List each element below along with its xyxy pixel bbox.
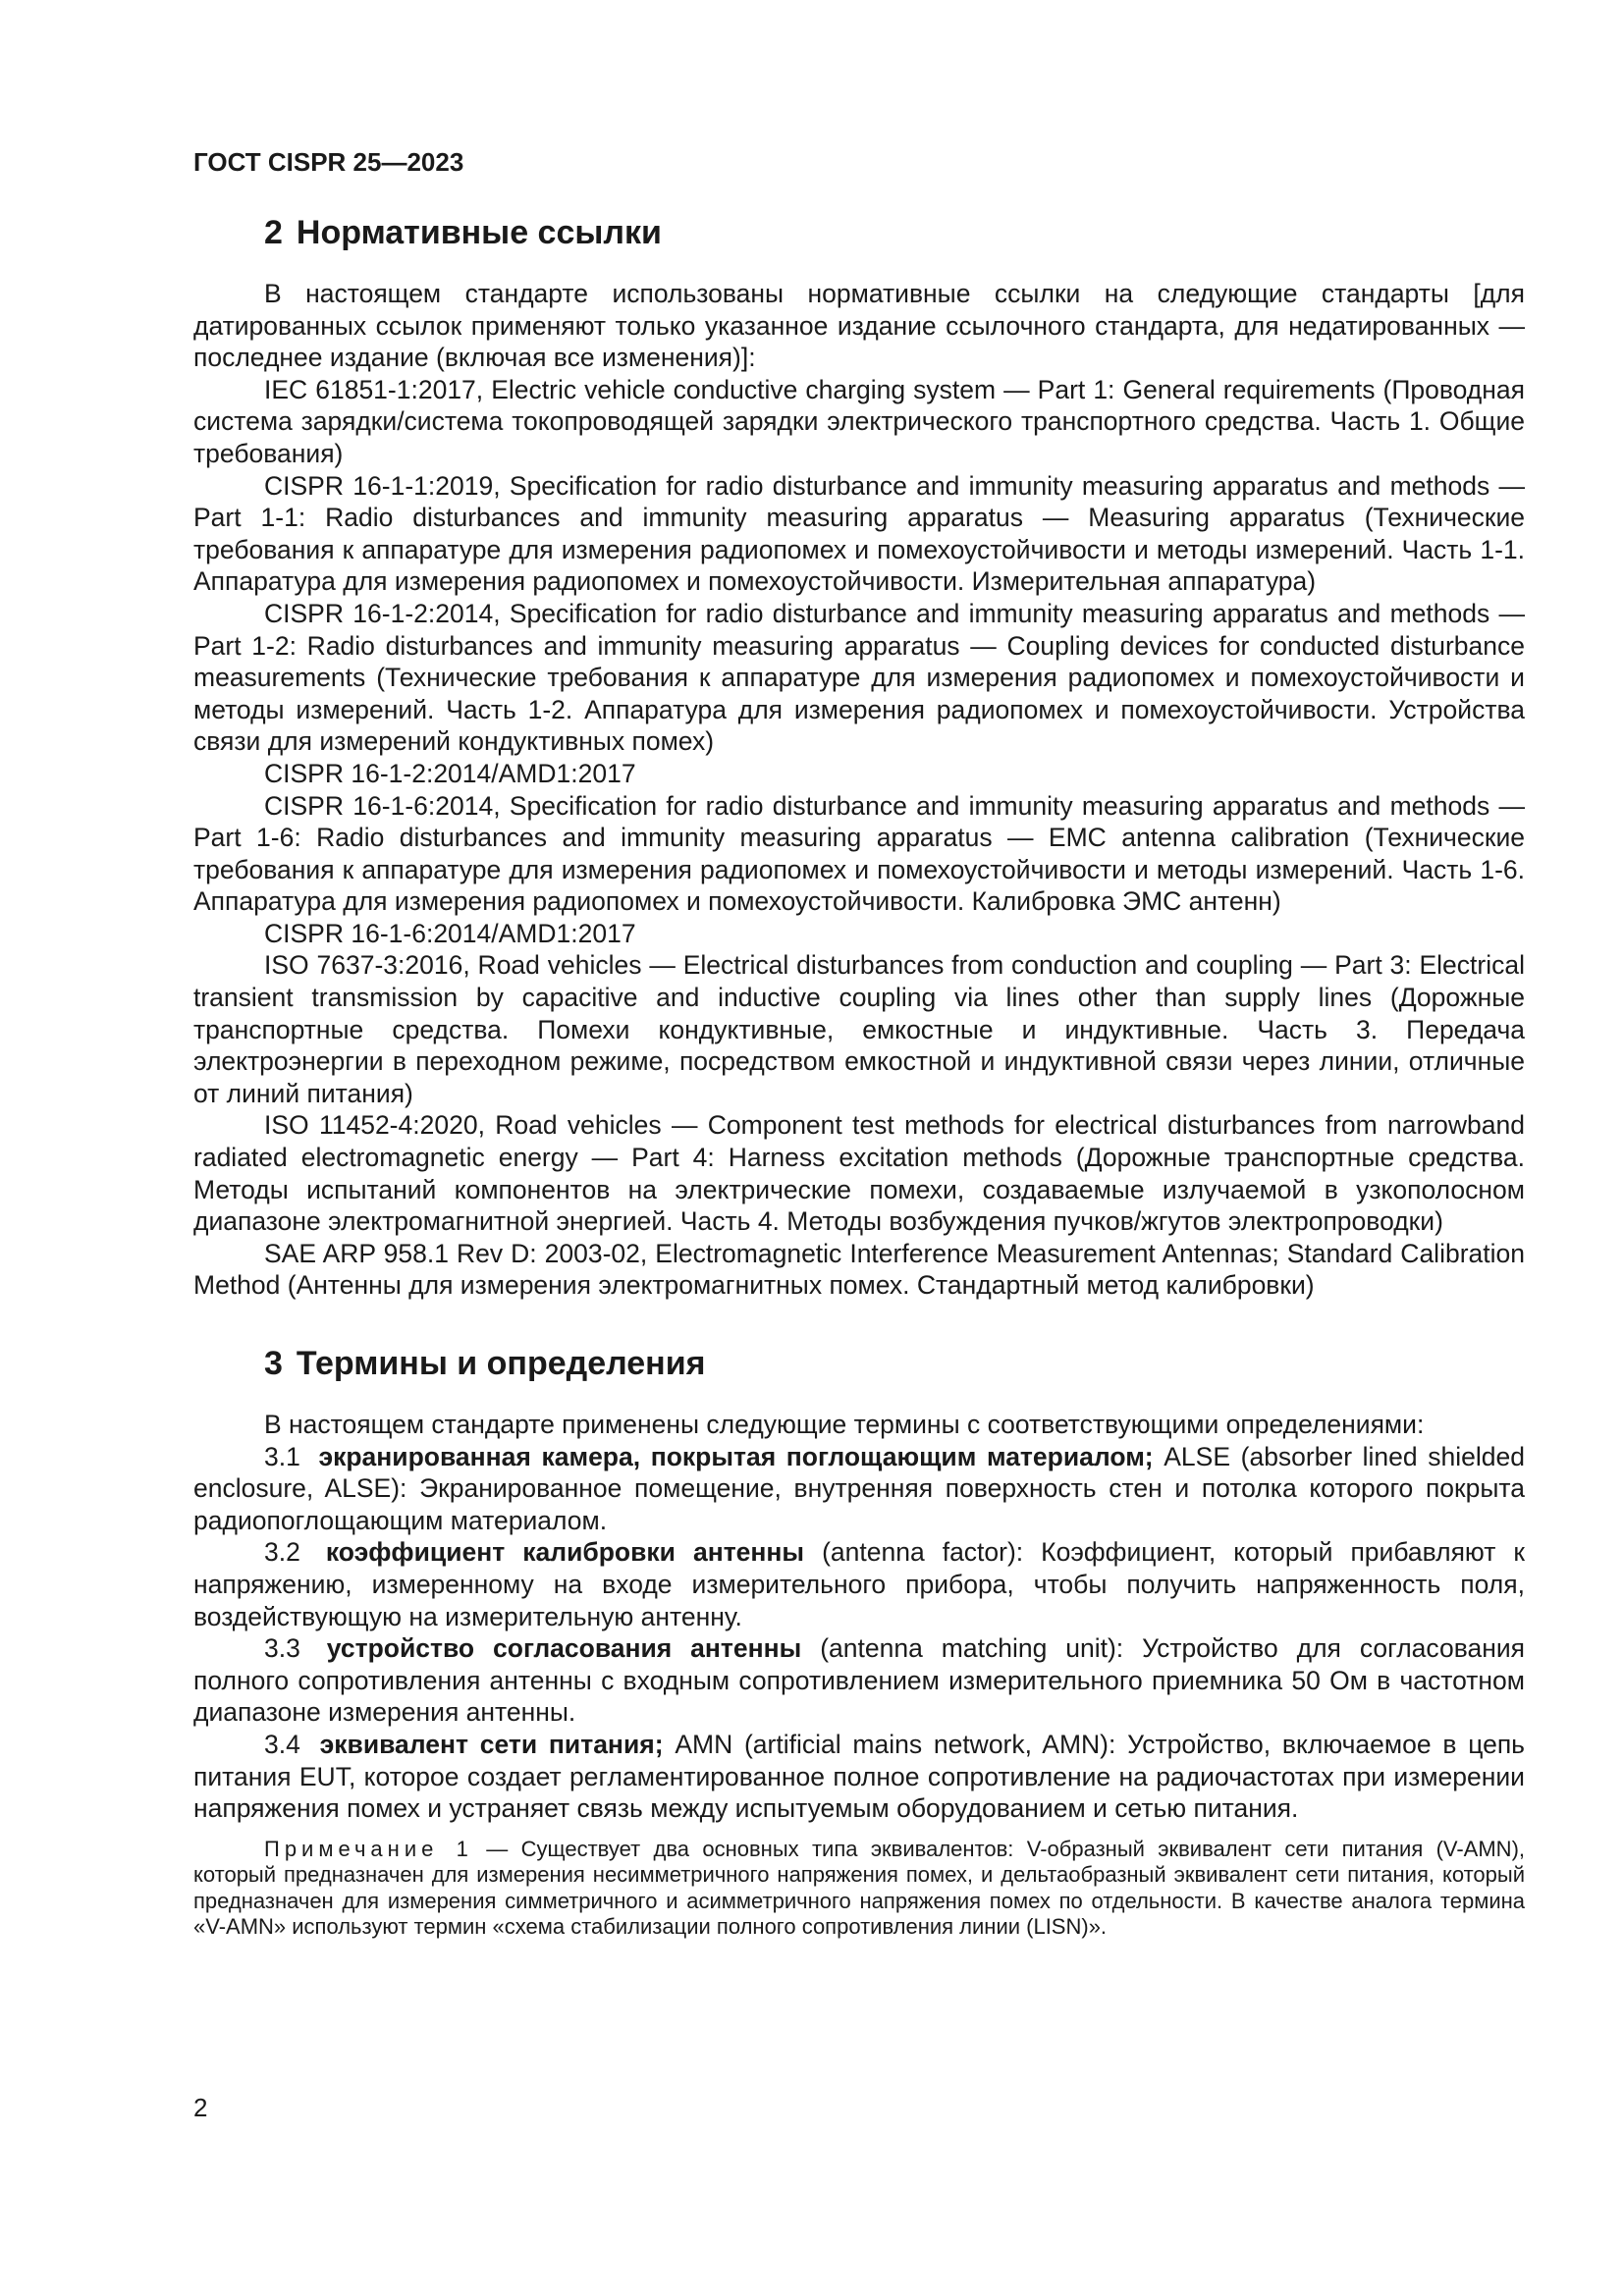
term-definition: ALSE (absorber lined shielded enclosure, ALSE): Экранированное помещение, внутренняя поверхность стен и потолка которого покрыта радиопоглощающим материалом.	[193, 1441, 1525, 1535]
section-2-heading: Нормативные ссылки	[296, 214, 662, 251]
reference-item: SAE ARP 958.1 Rev D: 2003-02, Electromagnetic Interference Measurement Antennas; Standard Calibration Method (Антенны для измерения электромагнитных помех. Стандартный метод калибровки)	[193, 1238, 1525, 1301]
term-definition: AMN (artificial mains network, AMN): Устройство, включаемое в цепь питания EUT, которое создает регламентированное полное сопротивление на радиочастотах при измерении напряжения помех и устраняет связь между испытуемым оборудованием и сетью питания.	[193, 1729, 1525, 1824]
section-2-intro: В настоящем стандарте использованы нормативные ссылки на следующие стандарты [для датированных ссылок применяют только указанное издание ссылочного стандарта, для недатированных — последнее издание (включая все изменения)]:	[193, 279, 1525, 373]
document-header: ГОСТ CISPR 25—2023	[193, 147, 464, 177]
term-number: 3.3	[264, 1633, 300, 1664]
term-entry	[193, 1729, 1525, 1825]
term-entry	[193, 1536, 1525, 1632]
reference-item: CISPR 16-1-2:2014/AMD1:2017	[264, 758, 636, 788]
reference-item: ISO 7637-3:2016, Road vehicles — Electrical disturbances from conduction and coupling — Part 3: Electrical transient transmission by capacitive and inductive coupling via lines other than supply lines (Дорожные транспортные средства. Помехи кондуктивные, емкостные и индуктивные. Часть 3. Передача электроэнергии в переходном режиме, посредством емкостной и индуктивной связи через линии, отличные от линий питания)	[193, 950, 1525, 1108]
term-entry	[193, 1441, 1525, 1537]
note-text: — Существует два основных типа эквивалентов: V-образный эквивалент сети питания (V-AMN), который предназначен для измерения несимметричного напряжения помех, и дельтаобразный эквивалент сети питания, который предназначен для измерения симметричного и асимметричного напряжения помех по отдельности. В качестве аналога термина «V-AMN» используют термин «схема стабилизации полного сопротивления линии (LISN)».	[193, 1836, 1526, 1940]
section-2-number: 2	[264, 214, 283, 251]
term-name: устройство согласования антенны	[326, 1633, 802, 1664]
page-number: 2	[193, 2093, 208, 2122]
section-3-number: 3	[264, 1345, 283, 1382]
reference-item: CISPR 16-1-2:2014, Specification for radio disturbance and immunity measuring apparatus and methods — Part 1-2: Radio disturbances and immunity measuring apparatus — Coupling devices for conducted disturbance measurements (Технические требования к аппаратуре для измерения радиопомех и помехоустойчивости и методы измерений. Часть 1-2. Аппаратура для измерения радиопомех и помехоустойчивости. Устройства связи для измерений кондуктивных помех)	[193, 598, 1525, 757]
term-number: 3.2	[264, 1537, 300, 1568]
term-name: экранированная камера, покрытая поглощающим материалом;	[318, 1441, 1154, 1471]
term-number: 3.1	[264, 1441, 300, 1471]
page-content	[193, 214, 1525, 1941]
reference-item: IEC 61851-1:2017, Electric vehicle conductive charging system — Part 1: General requirements (Проводная система зарядки/система токопроводящей зарядки электрического транспортного средства. Часть 1. Общие требования)	[193, 374, 1525, 468]
note	[193, 1837, 1525, 1941]
term-entry	[193, 1632, 1525, 1729]
section-3-intro: В настоящем стандарте применены следующие термины с соответствующими определениями:	[264, 1410, 1425, 1439]
section-3-heading: Термины и определения	[296, 1345, 706, 1382]
reference-item: CISPR 16-1-1:2019, Specification for radio disturbance and immunity measuring apparatus and methods — Part 1-1: Radio disturbances and immunity measuring apparatus — Measuring apparatus (Технические требования к аппаратуре для измерения радиопомех и помехоустойчивости и методы измерений. Часть 1-1. Аппаратура для измерения радиопомех и помехоустойчивости. Измерительная аппаратура)	[193, 470, 1525, 597]
reference-item: CISPR 16-1-6:2014/AMD1:2017	[264, 918, 636, 948]
reference-item: CISPR 16-1-6:2014, Specification for radio disturbance and immunity measuring apparatus and methods — Part 1-6: Radio disturbances and immunity measuring apparatus — EMC antenna calibration (Технические требования к аппаратуре для измерения радиопомех и помехоустойчивости и методы измерений. Часть 1-6. Аппаратура для измерения радиопомех и помехоустойчивости. Калибровка ЭМС антенн)	[193, 790, 1525, 917]
reference-item: ISO 11452-4:2020, Road vehicles — Component test methods for electrical disturbances from narrowband radiated electromagnetic energy — Part 4: Harness excitation methods (Дорожные транспортные средства. Методы испытаний компонентов на электрические помехи, создаваемые излучаемой в узкополосном диапазоне электромагнитной энергией. Часть 4. Методы возбуждения пучков/жгутов электропроводки)	[193, 1110, 1525, 1237]
term-name: коэффициент калибровки антенны	[325, 1537, 805, 1568]
term-name: эквивалент сети питания;	[319, 1729, 664, 1759]
term-definition: (antenna matching unit): Устройство для согласования полного сопротивления антенны с входным сопротивлением измерительного приемника 50 Ом в частотном диапазоне измерения антенны.	[193, 1633, 1525, 1728]
section-3-title	[193, 1345, 1525, 1383]
section-2-title	[193, 214, 1525, 252]
term-definition: (antenna factor): Коэффициент, который прибавляют к напряжению, измеренному на входе измерительного прибора, чтобы получить напряженность поля, воздействующую на измерительную антенну.	[193, 1537, 1525, 1631]
term-number: 3.4	[264, 1729, 300, 1759]
note-label: Примечание 1	[264, 1836, 473, 1861]
